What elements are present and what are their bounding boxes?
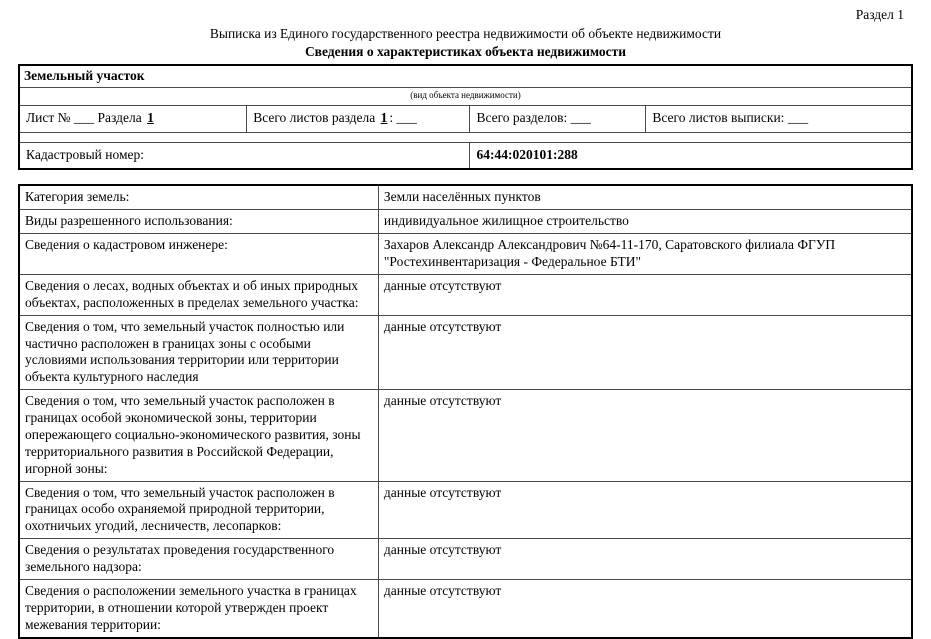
table-row-protected-area [19, 481, 912, 539]
row-label: Сведения о расположении земельного участка в границах территории, в отношении которой утвержден проект межевания территории: [19, 579, 378, 637]
header-table [18, 64, 913, 170]
total-sheets-cell [247, 105, 470, 132]
cadastral-number-value: 64:44:020101:288 [470, 142, 912, 169]
total-sections-blank: ___ [570, 109, 591, 125]
row-label: Сведения о кадастровом инженере: [19, 234, 378, 275]
spacer-row [19, 132, 912, 142]
section-number: 1 [147, 109, 154, 125]
total-sheets-blank: ___ [396, 109, 417, 125]
object-type-caption-row [19, 87, 912, 105]
section-word: Раздела [97, 109, 142, 125]
total-sheets-number: 1 [380, 109, 388, 125]
row-value: данные отсутствуют [378, 274, 912, 315]
table-row-special-use-zone [19, 315, 912, 390]
object-type-caption: (вид объекта недвижимости) [19, 87, 912, 105]
object-type-row [19, 65, 912, 87]
row-label: Сведения о результатах проведения государственного земельного надзора: [19, 539, 378, 580]
spacer-cell [19, 132, 912, 142]
table-row-surveying-project [19, 579, 912, 637]
row-label: Сведения о том, что земельный участок полностью или частично расположен в границах зоны с особыми условиями использования территории или территории объекта культурного наследия [19, 315, 378, 390]
row-value: индивидуальное жилищное строительство [378, 210, 912, 234]
sheet-info-row [19, 105, 912, 132]
row-label: Сведения о лесах, водных объектах и об иных природных объектах, расположенных в пределах земельного участка: [19, 274, 378, 315]
section-label: Раздел 1 [855, 7, 904, 22]
row-label: Сведения о том, что земельный участок расположен в границах особо охраняемой природной территории, охотничьих угодий, лесничеств, лесопарков: [19, 481, 378, 539]
total-sections-label: Всего разделов: [476, 109, 568, 125]
details-table [18, 184, 913, 638]
table-row-cadastral-engineer [19, 234, 912, 275]
document-title: Выписка из Единого государственного реестра недвижимости об объекте недвижимости [209, 26, 722, 41]
total-extract-label: Всего листов выписки: [652, 109, 785, 125]
row-value: данные отсутствуют [378, 390, 912, 481]
table-row-land-category [19, 185, 912, 209]
table-row-forests-water [19, 274, 912, 315]
total-extract-sheets-cell [646, 105, 912, 132]
table-row-permitted-use [19, 210, 912, 234]
total-sheets-label: Всего листов раздела [253, 109, 376, 125]
row-label: Виды разрешенного использования: [19, 210, 378, 234]
object-type: Земельный участок [19, 65, 912, 87]
sheet-label: Лист № [26, 109, 71, 125]
document-subtitle: Сведения о характеристиках объекта недвижимости [304, 44, 627, 59]
total-extract-blank: ___ [787, 109, 809, 125]
row-value: Захаров Александр Александрович №64-11-170, Саратовского филиала ФГУП "Ростехинвентаризация - Федеральное БТИ" [378, 234, 912, 275]
row-value: данные отсутствуют [378, 579, 912, 637]
row-value: Земли населённых пунктов [378, 185, 912, 209]
table-row-land-supervision [19, 539, 912, 580]
table-row-economic-zone [19, 390, 912, 481]
total-sheets-sep: : [389, 109, 394, 125]
total-sections-cell [470, 105, 646, 132]
cadastral-number-row [19, 142, 912, 169]
row-value: данные отсутствуют [378, 315, 912, 390]
row-value: данные отсутствуют [378, 539, 912, 580]
sheet-number-cell [19, 105, 247, 132]
row-value: данные отсутствуют [378, 481, 912, 539]
row-label: Сведения о том, что земельный участок расположен в границах особой экономической зоны, территории опережающего социально-экономического развития, зоны территориального развития в Российской Федерации, игорной зоны: [19, 390, 378, 481]
row-label: Категория земель: [19, 185, 378, 209]
cadastral-number-label: Кадастровый номер: [19, 142, 470, 169]
sheet-blank: ___ [73, 109, 95, 125]
